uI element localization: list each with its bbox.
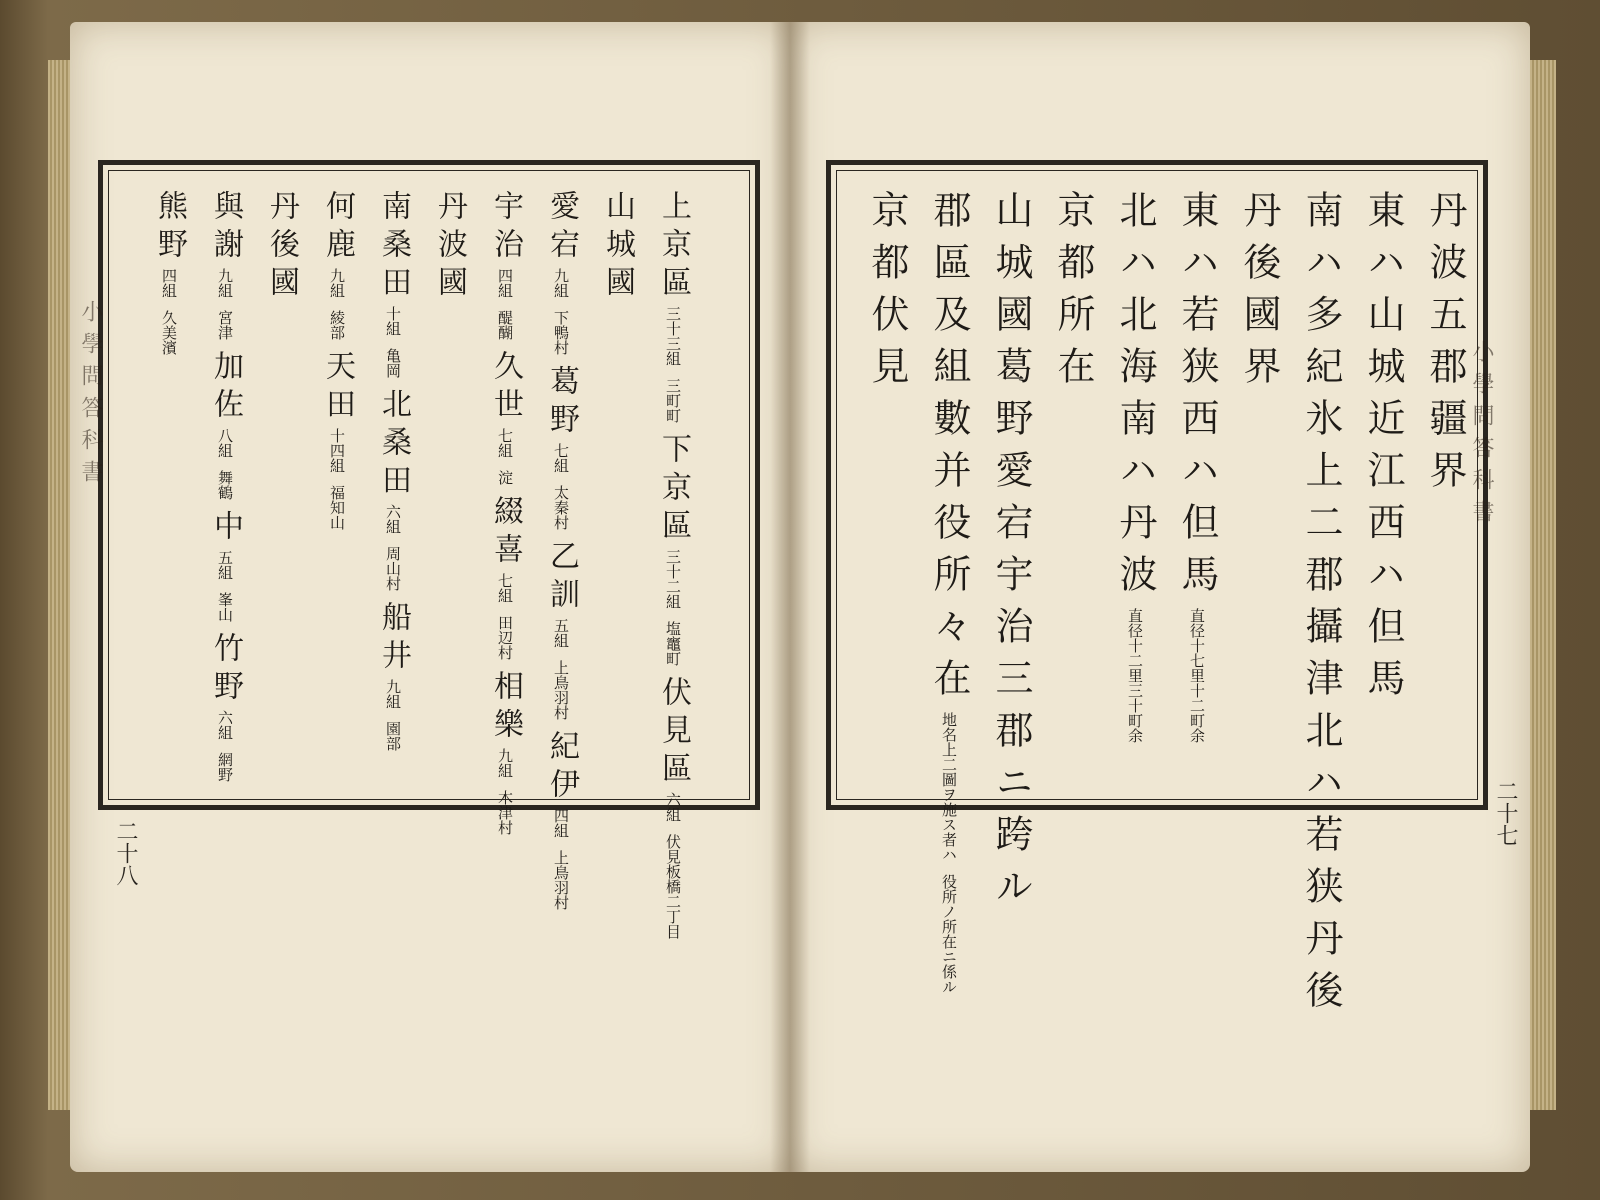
annotation-note: 五組	[552, 618, 570, 648]
left-page	[70, 22, 790, 1172]
page-edge-right	[1530, 60, 1556, 1110]
annotation-note: 三町町	[664, 378, 682, 423]
annotation-note: 田辺村	[496, 615, 514, 660]
annotation-note: 亀岡	[384, 348, 402, 378]
annotation-note: 久美濱	[160, 310, 178, 355]
annotation-note: 七組	[496, 573, 514, 603]
column-text: 丹後國	[264, 190, 299, 304]
column-text: 東ハ若狭西ハ但馬	[1175, 190, 1219, 606]
spine-title-right: 小學問答科書	[1469, 340, 1494, 532]
annotation-note: 七組	[496, 428, 514, 458]
column-text: 山城國	[600, 190, 635, 304]
column-text: 京都所在	[1051, 190, 1095, 398]
col-ikaruga	[320, 190, 355, 540]
annotation-note: 地名上二圖ヲ施ス者ハ	[940, 712, 958, 862]
annotation-note: 役所ノ所在ニ係ル	[940, 874, 958, 994]
annotation-note: 九組	[552, 268, 570, 298]
column-text: 丹波五郡疆界	[1423, 190, 1467, 502]
column-text: 山城國葛野愛宕宇治三郡ニ跨ル	[989, 190, 1033, 918]
annotation-note: 四組	[552, 808, 570, 838]
annotation-note: 六組	[664, 792, 682, 822]
annotation-note: 福知山	[328, 485, 346, 530]
column-text: 船井	[376, 601, 411, 677]
column-text: 何鹿	[320, 190, 355, 266]
col-tango-borders	[1237, 190, 1281, 398]
column-text: 與謝	[208, 190, 243, 266]
annotation-note: 九組	[384, 679, 402, 709]
col-yamashiro	[600, 190, 635, 304]
folio-left: 二十八	[113, 820, 138, 886]
column-text: 伏見區	[656, 676, 691, 790]
annotation-note: 太秦村	[552, 485, 570, 530]
column-text: 相樂	[488, 670, 523, 746]
col-tamba-borders	[1423, 190, 1467, 502]
annotation-note: 直径十七里十二町余	[1188, 608, 1206, 743]
annotation-note: 三十二組	[664, 549, 682, 609]
column-text: 乙訓	[544, 540, 579, 616]
annotation-note: 上鳥羽村	[552, 660, 570, 720]
col-kumano	[152, 190, 187, 365]
annotation-note: 九組	[496, 748, 514, 778]
right-page	[790, 22, 1530, 1172]
annotation-note: 園部	[384, 721, 402, 751]
col-east2	[1175, 190, 1219, 753]
annotation-note: 醍醐	[496, 310, 514, 340]
column-text: 京都伏見	[865, 190, 909, 398]
column-text: 下京區	[656, 433, 691, 547]
col-tango	[264, 190, 299, 304]
column-text: 南ハ多紀氷上二郡攝津北ハ若狭丹後	[1299, 190, 1343, 1022]
annotation-note: 四組	[160, 268, 178, 298]
folio-right: 二十七	[1493, 780, 1518, 846]
annotation-note: 四組	[496, 268, 514, 298]
column-text: 葛野	[544, 365, 579, 441]
annotation-note: 塩竈町	[664, 621, 682, 666]
annotation-note: 網野	[216, 752, 234, 782]
col-kamikyo	[656, 190, 691, 949]
annotation-note: 伏見板橋二丁目	[664, 834, 682, 939]
column-text: 丹後國界	[1237, 190, 1281, 398]
column-text: 紀伊	[544, 730, 579, 806]
annotation-note: 三十三組	[664, 306, 682, 366]
annotation-note: 十四組	[328, 428, 346, 473]
col-nakuwata	[376, 190, 411, 761]
col-kyoto-fushimi	[865, 190, 909, 398]
column-text: 丹波國	[432, 190, 467, 304]
column-text: 綴喜	[488, 495, 523, 571]
annotation-note: 峯山	[216, 592, 234, 622]
col-yamashiro-districts	[989, 190, 1033, 918]
col-otagi	[544, 190, 579, 920]
col-tamba	[432, 190, 467, 304]
annotation-note: 八組	[216, 428, 234, 458]
annotation-note: 舞鶴	[216, 470, 234, 500]
annotation-note: 九組	[328, 268, 346, 298]
col-districts	[927, 190, 971, 1004]
col-east	[1361, 190, 1405, 710]
column-text: 久世	[488, 350, 523, 426]
col-kyoto-location	[1051, 190, 1095, 398]
column-text: 東ハ山城近江西ハ但馬	[1361, 190, 1405, 710]
annotation-note: 淀	[496, 470, 514, 485]
annotation-note: 宮津	[216, 310, 234, 340]
col-uji	[488, 190, 523, 845]
annotation-note: 直径十二里三十町余	[1126, 608, 1144, 743]
column-text: 上京區	[656, 190, 691, 304]
annotation-note: 十組	[384, 306, 402, 336]
annotation-note: 木津村	[496, 790, 514, 835]
annotation-note: 周山村	[384, 546, 402, 591]
column-text: 南桑田	[376, 190, 411, 304]
column-text: 北桑田	[376, 388, 411, 502]
annotation-note: 六組	[216, 710, 234, 740]
annotation-note: 下鴨村	[552, 310, 570, 355]
annotation-note: 上鳥羽村	[552, 850, 570, 910]
column-text: 熊野	[152, 190, 187, 266]
column-text: 宇治	[488, 190, 523, 266]
annotation-note: 七組	[552, 443, 570, 473]
annotation-note: 綾部	[328, 310, 346, 340]
annotation-note: 九組	[216, 268, 234, 298]
column-text: 天田	[320, 350, 355, 426]
annotation-note: 六組	[384, 504, 402, 534]
col-south	[1299, 190, 1343, 1022]
column-text: 愛宕	[544, 190, 579, 266]
column-text: 北ハ北海南ハ丹波	[1113, 190, 1157, 606]
column-text: 郡區及組數并役所々在	[927, 190, 971, 710]
column-text: 中	[208, 510, 243, 548]
col-north	[1113, 190, 1157, 753]
column-text: 加佐	[208, 350, 243, 426]
column-text: 竹野	[208, 632, 243, 708]
spine-title-left: 小學問答科書	[78, 300, 103, 492]
col-yosa	[208, 190, 243, 792]
annotation-note: 五組	[216, 550, 234, 580]
